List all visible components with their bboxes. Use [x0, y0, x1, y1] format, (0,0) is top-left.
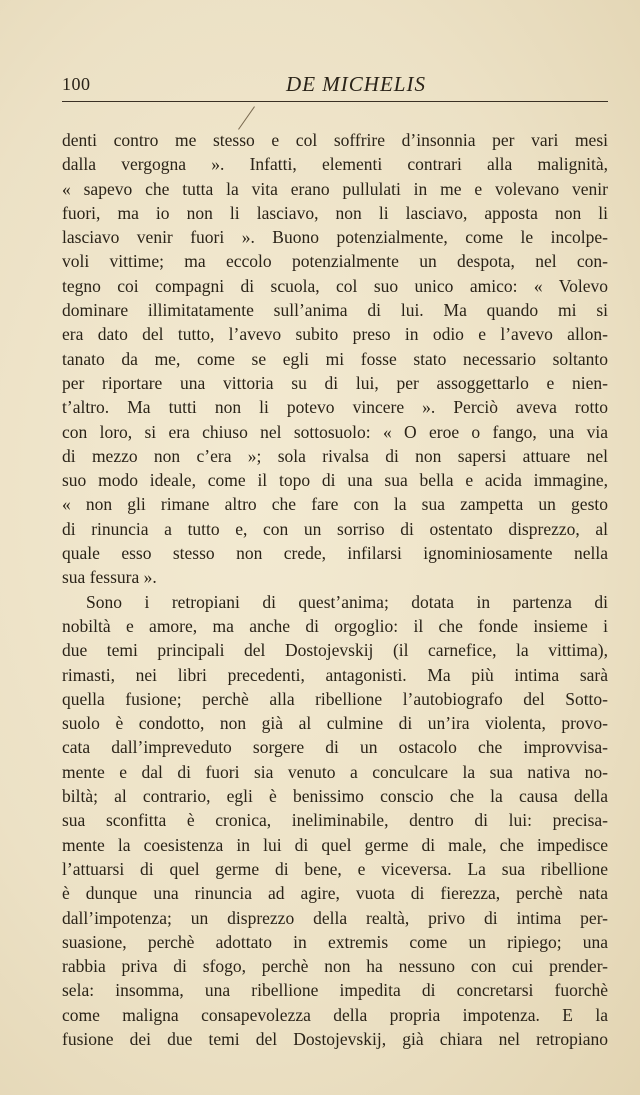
text-line: per riportare una vittoria su di lui, per assoggettarlo e nien- — [62, 372, 608, 393]
text-line: mente e dal di fuori sia venuto a conculcare la sua nativa no- — [62, 761, 608, 782]
text-line: Sono i retropiani di quest’anima; dotata in partenza di — [86, 591, 608, 612]
text-line: « sapevo che tutta la vita erano pullulati in me e volevano venir — [62, 178, 608, 199]
text-line: suolo è condotto, non già al culmine di un’ira violenta, provo- — [62, 713, 608, 734]
text-line: voli vittime; ma eccolo potenzialmente un despota, nel con- — [62, 251, 608, 272]
text-line: suasione, perchè adottato in extremis come un ripiego; una — [62, 931, 608, 952]
body-text — [62, 128, 608, 1051]
running-head: DE MICHELIS — [286, 72, 426, 96]
text-line: lasciavo venir fuori ». Buono potenzialmente, come le incolpe- — [62, 227, 608, 248]
text-line: come maligna consapevolezza della propria impotenza. E la — [62, 1004, 608, 1025]
text-line: sela: insomma, una ribellione impedita di concretarsi fuorchè — [62, 980, 608, 1001]
text-line: suo modo ideale, come il topo di una sua bella e acida immagine, — [62, 470, 608, 491]
text-line: fuori, ma io non li lasciavo, non li lasciavo, apposta non li — [62, 202, 608, 223]
text-line: « non gli rimane altro che fare con la sua zampetta un gesto — [62, 494, 608, 515]
text-line: tegno coi compagni di scuola, col suo unico amico: « Volevo — [62, 275, 608, 296]
text-line: mente la coesistenza in lui di quel germe di male, che impedisce — [62, 834, 608, 855]
text-line: dominare illimitatamente sull’anima di lui. Ma quando mi si — [62, 300, 608, 321]
text-line: nobiltà e amore, ma anche di orgoglio: il che fonde insieme i — [62, 615, 608, 636]
text-line: fusione dei due temi del Dostojevskij, già chiara nel retropiano — [62, 1028, 608, 1049]
text-line: tanato da me, come se egli mi fosse stato necessario soltanto — [62, 348, 608, 369]
text-line: sua sconfitta è cronica, ineliminabile, dentro di lui: precisa- — [62, 810, 608, 831]
text-line: l’attuarsi di quel germe di bene, e viceversa. La sua ribellione — [62, 858, 608, 879]
page-number: 100 — [62, 74, 91, 94]
text-line: rimasti, nei libri precedenti, antagonisti. Ma più intima sarà — [62, 664, 608, 685]
text-line: due temi principali del Dostojevskij (il carnefice, la vittima), — [62, 640, 608, 661]
text-line: quella fusione; perchè alla ribellione l’autobiografo del Sotto- — [62, 688, 608, 709]
text-line: di rinuncia a tutto e, con un sorriso di ostentato disprezzo, al — [62, 518, 608, 539]
text-line: sua fessura ». — [62, 567, 157, 588]
text-line: quale esso stesso non crede, infilarsi ignominiosamente nella — [62, 543, 608, 564]
text-line: denti contro me stesso e col soffrire d’insonnia per vari mesi — [62, 130, 608, 150]
text-line: cata dall’impreveduto sorgere di un ostacolo che improvvisa- — [62, 737, 608, 758]
text-line: dall’impotenza; un disprezzo della realtà, privo di intima per- — [62, 907, 608, 928]
text-line: biltà; al contrario, egli è benissimo conscio che la causa della — [62, 786, 608, 807]
page-header — [62, 72, 610, 100]
text-line: dalla vergogna ». Infatti, elementi contrari alla malignità, — [62, 154, 608, 175]
text-line: di mezzo non c’era »; sola rivalsa di non sapersi attuare nel — [62, 445, 608, 466]
text-line: t’altro. Ma tutti non li potevo vincere ». Perciò aveva rotto — [62, 397, 608, 418]
text-line: con loro, si era chiuso nel sottosuolo: « O eroe o fango, una via — [62, 421, 608, 442]
text-line: rabbia priva di sfogo, perchè non ha nessuno con cui prender- — [62, 956, 608, 977]
header-rule — [62, 101, 608, 102]
pencil-mark — [238, 106, 255, 130]
text-line: era dato del tutto, l’avevo subito preso in odio e l’avevo allon- — [62, 324, 608, 345]
text-line: è dunque una rinuncia ad agire, vuota di fierezza, perchè nata — [62, 883, 608, 904]
